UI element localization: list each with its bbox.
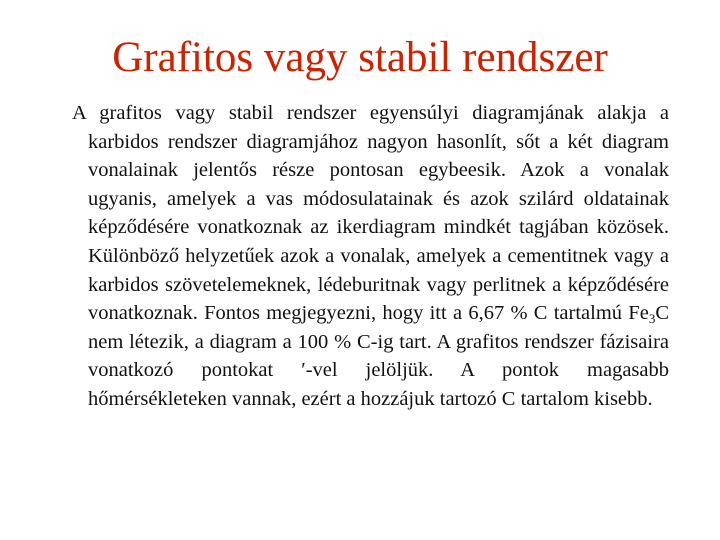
body-paragraph bbox=[72, 99, 669, 414]
slide-title: Grafitos vagy stabil rendszer bbox=[112, 34, 608, 81]
subscript-3: 3 bbox=[648, 311, 656, 327]
paragraph-text-part2: C nem létezik, a diagram a 100 % C-ig tart. A grafitos rendszer fázisaira vonatkozó pontokat ′-vel jelöljük. A pontok magasabb hőmérsékleteken vannak, ezért a hozzájuk tartozó C tartalom kisebb. bbox=[88, 302, 669, 410]
paragraph-text-part1: A grafitos vagy stabil rendszer egyensúlyi diagramjának alakja a karbidos rendszer diagramjához nagyon hasonlít, sőt a két diagram vonalainak jelentős része pontosan egybeesik. Azok a vonalak ugyanis, amelyek a vas módosulatainak és azok szilárd oldatainak képződésére vonatkoznak az ikerdiagram mindkét tagjában közösek. Különböző helyzetűek azok a vonalak, amelyek a cementitnek vagy a karbidos szövetelemeknek, lédeburitnak vagy perlitnek a képződésére vonatkoznak. Fontos megjegyezni, hogy itt a 6,67 % C tartalmú Fe bbox=[72, 102, 669, 325]
